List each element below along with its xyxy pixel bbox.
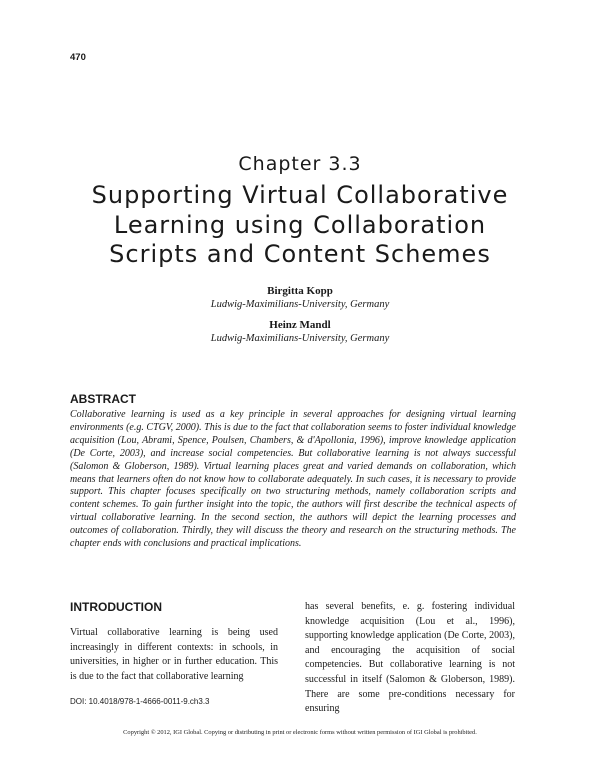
- abstract-text: Collaborative learning is used as a key principle in several approaches for designing virtual learning environments (e.g. CTGV, 2000). This is due to the fact that collaboration seems to foster individual knowledge acquisition (Lou, Abrami, Spence, Poulsen, Chambers, & d'Apollonia, 1996), improve knowledge application (De Corte, 2003), and increase social competencies. But collaborative learning is not always successful (Salomon & Globerson, 1989). Virtual learning places great and varied demands on collaboration, which means that learners often do not know how to collaborate adequately. In such cases, it is necessary to provide support. This chapter focuses specifically on two structuring methods, namely collaboration scripts and content schemes. To gain further insight into the topic, the authors will first describe the technical aspects of virtual collaborative learning. In the second section, the authors will depict the learning processes and outcomes of collaboration. Thirdly, they will discuss the theory and research on the structuring methods. The chapter ends with conclusions and practical implications.: [70, 409, 516, 550]
- author-affiliation: Ludwig-Maximilians-University, Germany: [210, 333, 390, 344]
- author-block: [0, 319, 600, 345]
- abstract-heading: ABSTRACT: [70, 392, 136, 406]
- introduction-left-column: Virtual collaborative learning is being used increasingly in different contexts: in schools, in universities, in higher or in further education. This is due to the fact that collaborative learning: [70, 627, 278, 682]
- page-number: 470: [70, 52, 86, 63]
- chapter-label: Chapter 3.3: [238, 153, 362, 175]
- copyright-notice: Copyright © 2012, IGI Global. Copying or distributing in print or electronic forms without written permission of IGI Global is prohibited.: [123, 729, 477, 736]
- chapter-title: [40, 181, 560, 270]
- author-block: [0, 285, 600, 311]
- author-affiliation: Ludwig-Maximilians-University, Germany: [210, 299, 390, 310]
- title-line: Scripts and Content Schemes: [109, 240, 491, 268]
- title-line: Supporting Virtual Collaborative: [91, 181, 509, 209]
- author-name: Heinz Mandl: [269, 319, 331, 331]
- introduction-right-column: has several benefits, e. g. fostering individual knowledge acquisition (Lou et al., 1996), supporting knowledge application (De Corte, 2003), and encouraging the acquisition of social competencies. But collaborative learning is not successful in itself (Salomon & Globerson, 1989). There are some pre-conditions necessary for ensuring: [305, 601, 515, 715]
- title-line: Learning using Collaboration: [113, 210, 487, 239]
- introduction-heading: INTRODUCTION: [70, 600, 162, 614]
- doi: DOI: 10.4018/978-1-4666-0011-9.ch3.3: [70, 697, 210, 706]
- author-name: Birgitta Kopp: [267, 285, 333, 297]
